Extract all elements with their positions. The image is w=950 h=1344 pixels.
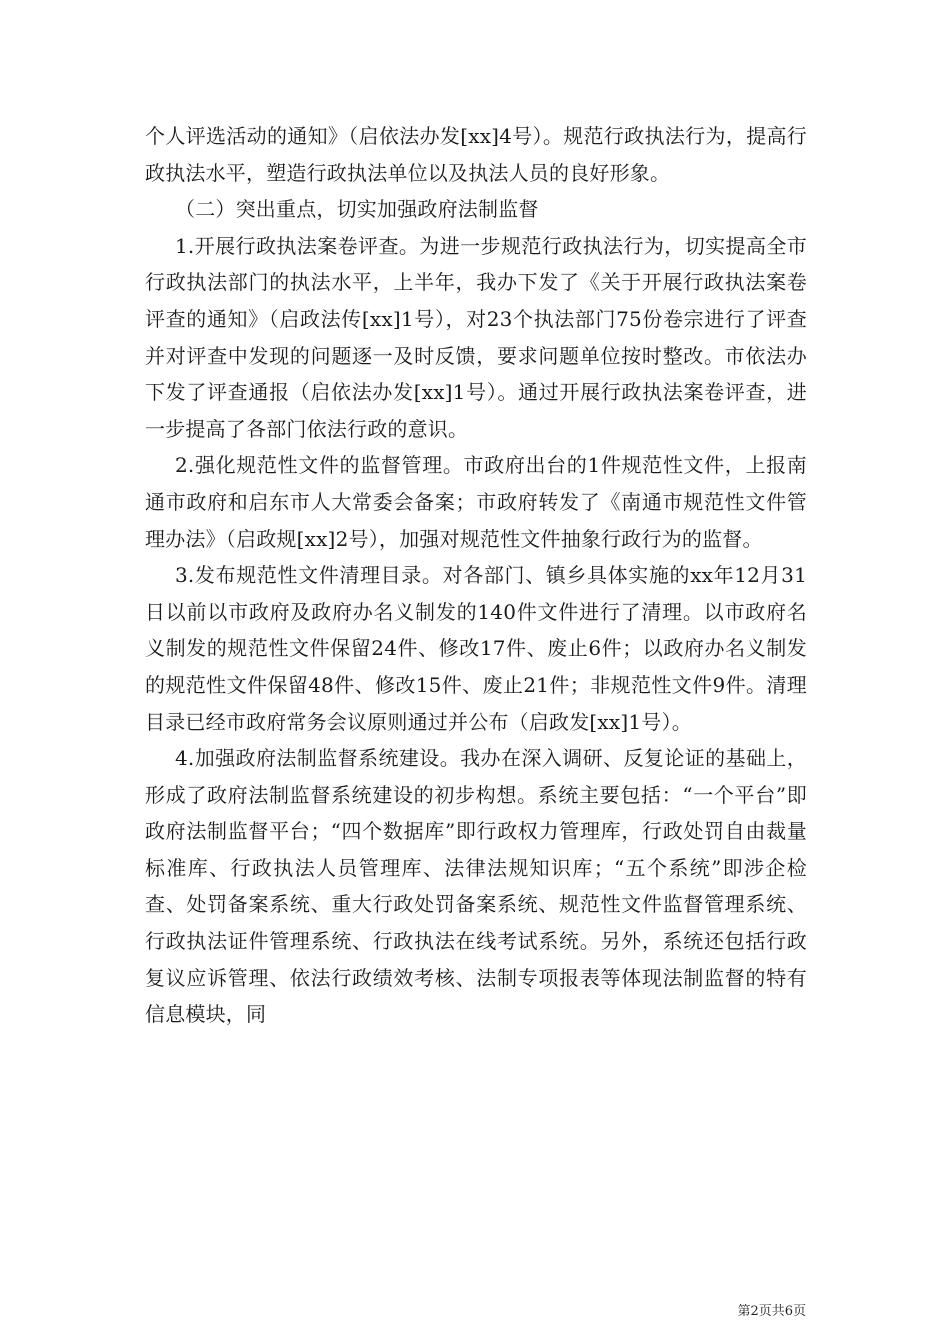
paragraph-item-4: 4.加强政府法制监督系统建设。我办在深入调研、反复论证的基础上，形成了政府法制监督系统建设的初步构想。系统主要包括：“一个平台”即政府法制监督平台；“四个数据库”即行政权力管理库，行政处罚自由裁量标准库、行政执法人员管理库、法律法规知识库；“五个系统”即涉企检查、处罚备案系统、重大行政处罚备案系统、规范性文件监督管理系统、行政执法证件管理系统、行政执法在线考试系统。另外，系统还包括行政复议应诉管理、依法行政绩效考核、法制专项报表等体现法制监督的特有信息模块，同 (145, 746, 807, 1027)
section-heading: （二）突出重点，切实加强政府法制监督 (175, 197, 539, 222)
page-number: 第2页共6页 (737, 1304, 806, 1319)
paragraph-item-1: 1.开展行政执法案卷评查。为进一步规范行政执法行为，切实提高全市行政执法部门的执法水平，上半年，我办下发了《关于开展行政执法案卷评查的通知》（启政法传[xx]1号），对23个执法部门75份卷宗进行了评查并对评查中发现的问题逐一及时反馈，要求问题单位按时整改。市依法办下发了评查通报（启依法办发[xx]1号）。通过开展行政执法案卷评查，进一步提高了各部门依法行政的意识。 (145, 233, 807, 441)
paragraph-item-2: 2.强化规范性文件的监督管理。市政府出台的1件规范性文件，上报南通市政府和启东市人大常委会备案；市政府转发了《南通市规范性文件管理办法》（启政规[xx]2号），加强对规范性文件抽象行政行为的监督。 (145, 453, 807, 551)
paragraph-item-3: 3.发布规范性文件清理目录。对各部门、镇乡具体实施的xx年12月31日以前以市政府及政府办名义制发的140件文件进行了清理。以市政府名义制发的规范性文件保留24件、修改17件、废止6件；以政府办名义制发的规范性文件保留48件、修改15件、废止21件；非规范性文件9件。清理目录已经市政府常务会议原则通过并公布（启政发[xx]1号）。 (145, 563, 807, 734)
document-body (145, 118, 807, 1033)
paragraph-continuation: 个人评选活动的通知》（启依法办发[xx]4号）。规范行政执法行为，提高行政执法水平，塑造行政执法单位以及执法人员的良好形象。 (145, 124, 807, 185)
